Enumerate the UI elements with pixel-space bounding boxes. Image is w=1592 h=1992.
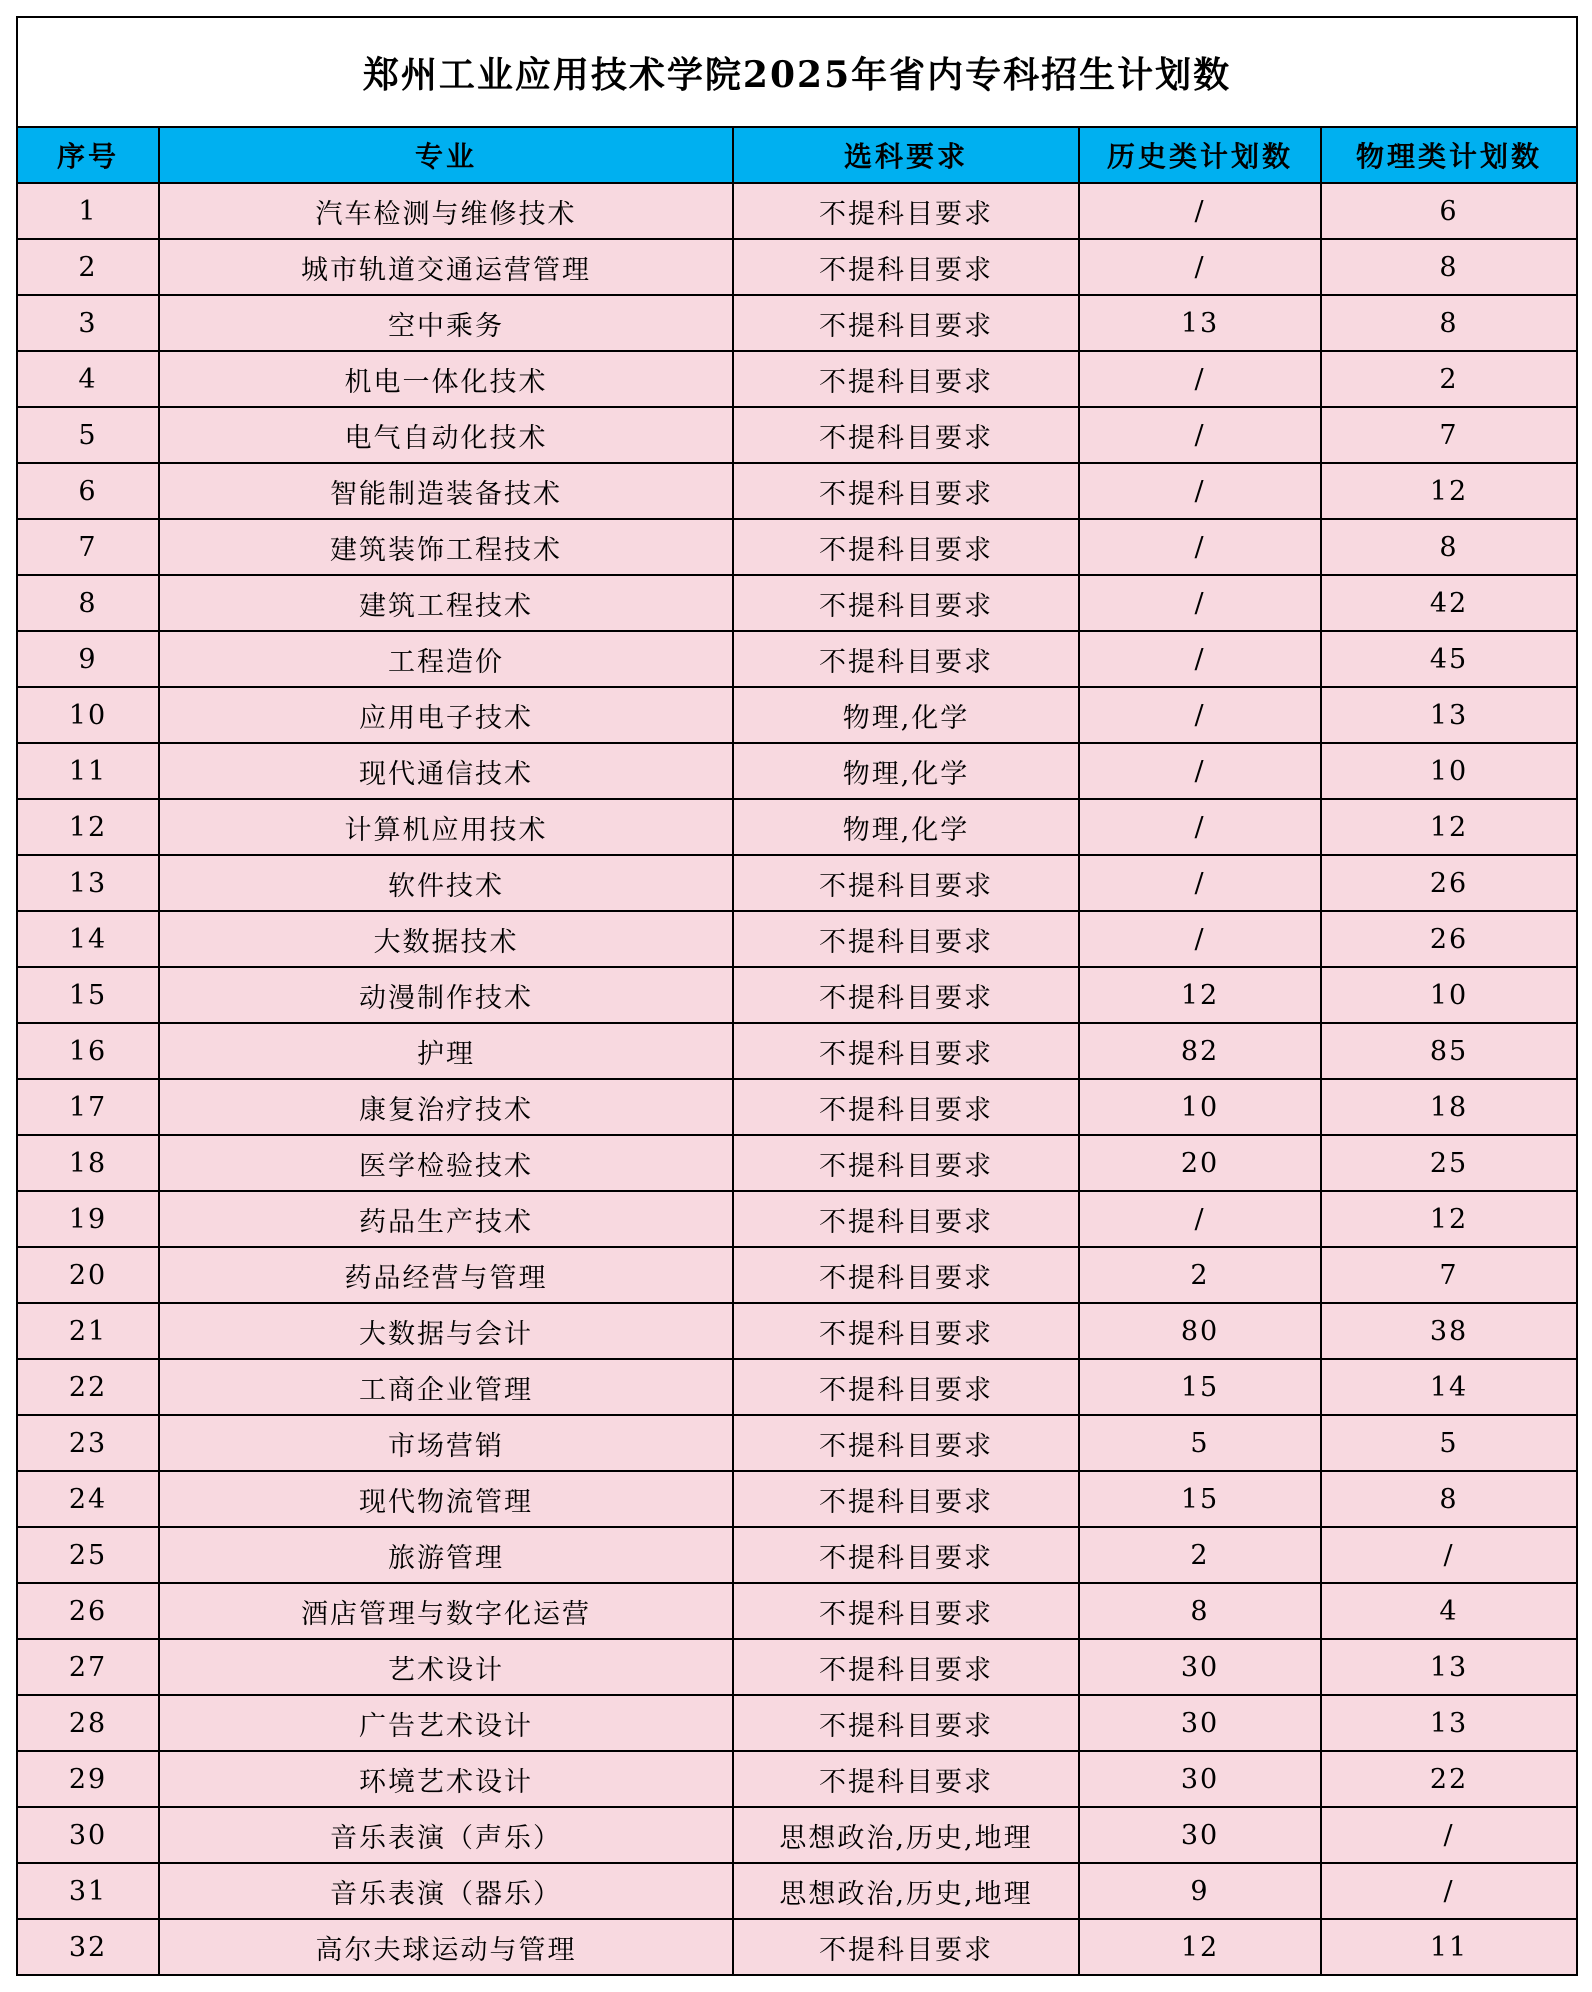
cell-history-plan: 5: [1079, 1415, 1321, 1471]
cell-physics-plan: 10: [1321, 743, 1577, 799]
cell-index: 9: [17, 631, 159, 687]
cell-subject-requirement: 不提科目要求: [733, 1191, 1079, 1247]
table-row: [17, 351, 1577, 407]
cell-subject-requirement: 不提科目要求: [733, 1135, 1079, 1191]
cell-major: 计算机应用技术: [159, 799, 733, 855]
cell-major: 市场营销: [159, 1415, 733, 1471]
table-row: [17, 1695, 1577, 1751]
cell-history-plan: /: [1079, 1191, 1321, 1247]
cell-physics-plan: 13: [1321, 1639, 1577, 1695]
enrollment-plan-table: [16, 16, 1578, 1976]
cell-history-plan: /: [1079, 799, 1321, 855]
title-row: [17, 17, 1577, 127]
cell-subject-requirement: 不提科目要求: [733, 1639, 1079, 1695]
cell-history-plan: 30: [1079, 1639, 1321, 1695]
table-row: [17, 1639, 1577, 1695]
cell-index: 13: [17, 855, 159, 911]
cell-index: 18: [17, 1135, 159, 1191]
cell-index: 16: [17, 1023, 159, 1079]
table-row: [17, 743, 1577, 799]
cell-subject-requirement: 不提科目要求: [733, 239, 1079, 295]
cell-subject-requirement: 不提科目要求: [733, 911, 1079, 967]
cell-index: 17: [17, 1079, 159, 1135]
cell-index: 28: [17, 1695, 159, 1751]
table-row: [17, 1527, 1577, 1583]
cell-history-plan: 80: [1079, 1303, 1321, 1359]
cell-history-plan: /: [1079, 183, 1321, 239]
cell-physics-plan: 18: [1321, 1079, 1577, 1135]
table-row: [17, 463, 1577, 519]
cell-subject-requirement: 物理,化学: [733, 687, 1079, 743]
cell-physics-plan: 12: [1321, 1191, 1577, 1247]
cell-subject-requirement: 思想政治,历史,地理: [733, 1807, 1079, 1863]
cell-history-plan: /: [1079, 911, 1321, 967]
cell-physics-plan: 11: [1321, 1919, 1577, 1975]
cell-major: 建筑装饰工程技术: [159, 519, 733, 575]
cell-index: 30: [17, 1807, 159, 1863]
cell-history-plan: 2: [1079, 1527, 1321, 1583]
cell-physics-plan: 8: [1321, 1471, 1577, 1527]
table-row: [17, 1471, 1577, 1527]
cell-index: 3: [17, 295, 159, 351]
cell-history-plan: /: [1079, 743, 1321, 799]
cell-index: 4: [17, 351, 159, 407]
cell-subject-requirement: 不提科目要求: [733, 1303, 1079, 1359]
cell-physics-plan: 12: [1321, 463, 1577, 519]
cell-major: 艺术设计: [159, 1639, 733, 1695]
table-row: [17, 1023, 1577, 1079]
cell-history-plan: 9: [1079, 1863, 1321, 1919]
cell-physics-plan: 45: [1321, 631, 1577, 687]
cell-major: 广告艺术设计: [159, 1695, 733, 1751]
table-row: [17, 1191, 1577, 1247]
cell-physics-plan: 13: [1321, 687, 1577, 743]
cell-subject-requirement: 不提科目要求: [733, 1247, 1079, 1303]
cell-physics-plan: 85: [1321, 1023, 1577, 1079]
cell-subject-requirement: 不提科目要求: [733, 351, 1079, 407]
header-physics-plan: 物理类计划数: [1321, 127, 1577, 183]
cell-physics-plan: 13: [1321, 1695, 1577, 1751]
cell-major: 汽车检测与维修技术: [159, 183, 733, 239]
table-row: [17, 1751, 1577, 1807]
cell-history-plan: 12: [1079, 1919, 1321, 1975]
cell-major: 建筑工程技术: [159, 575, 733, 631]
cell-physics-plan: /: [1321, 1527, 1577, 1583]
cell-index: 31: [17, 1863, 159, 1919]
cell-physics-plan: 26: [1321, 855, 1577, 911]
cell-subject-requirement: 不提科目要求: [733, 407, 1079, 463]
cell-index: 24: [17, 1471, 159, 1527]
cell-history-plan: /: [1079, 239, 1321, 295]
cell-physics-plan: 7: [1321, 1247, 1577, 1303]
table-row: [17, 1919, 1577, 1975]
cell-major: 应用电子技术: [159, 687, 733, 743]
cell-major: 电气自动化技术: [159, 407, 733, 463]
table-row: [17, 799, 1577, 855]
cell-index: 5: [17, 407, 159, 463]
table-row: [17, 1303, 1577, 1359]
cell-major: 空中乘务: [159, 295, 733, 351]
cell-index: 29: [17, 1751, 159, 1807]
header-index: 序号: [17, 127, 159, 183]
table-row: [17, 911, 1577, 967]
header-row: [17, 127, 1577, 183]
cell-major: 大数据技术: [159, 911, 733, 967]
table-row: [17, 295, 1577, 351]
cell-history-plan: 13: [1079, 295, 1321, 351]
cell-physics-plan: 5: [1321, 1415, 1577, 1471]
cell-subject-requirement: 不提科目要求: [733, 1583, 1079, 1639]
cell-subject-requirement: 不提科目要求: [733, 575, 1079, 631]
cell-subject-requirement: 不提科目要求: [733, 1919, 1079, 1975]
table-row: [17, 1359, 1577, 1415]
cell-history-plan: /: [1079, 575, 1321, 631]
table-row: [17, 1247, 1577, 1303]
cell-index: 27: [17, 1639, 159, 1695]
cell-index: 2: [17, 239, 159, 295]
cell-physics-plan: 26: [1321, 911, 1577, 967]
cell-subject-requirement: 不提科目要求: [733, 1527, 1079, 1583]
cell-subject-requirement: 不提科目要求: [733, 519, 1079, 575]
cell-subject-requirement: 物理,化学: [733, 799, 1079, 855]
cell-physics-plan: 10: [1321, 967, 1577, 1023]
table-row: [17, 967, 1577, 1023]
cell-subject-requirement: 物理,化学: [733, 743, 1079, 799]
header-subject-requirement: 选科要求: [733, 127, 1079, 183]
cell-subject-requirement: 不提科目要求: [733, 1471, 1079, 1527]
cell-history-plan: /: [1079, 519, 1321, 575]
cell-history-plan: /: [1079, 687, 1321, 743]
cell-physics-plan: 25: [1321, 1135, 1577, 1191]
cell-index: 26: [17, 1583, 159, 1639]
cell-major: 音乐表演（声乐）: [159, 1807, 733, 1863]
cell-major: 旅游管理: [159, 1527, 733, 1583]
cell-major: 城市轨道交通运营管理: [159, 239, 733, 295]
cell-major: 药品生产技术: [159, 1191, 733, 1247]
cell-history-plan: 12: [1079, 967, 1321, 1023]
cell-major: 医学检验技术: [159, 1135, 733, 1191]
cell-history-plan: 30: [1079, 1807, 1321, 1863]
cell-major: 高尔夫球运动与管理: [159, 1919, 733, 1975]
cell-history-plan: /: [1079, 855, 1321, 911]
cell-index: 1: [17, 183, 159, 239]
header-major: 专业: [159, 127, 733, 183]
cell-physics-plan: 38: [1321, 1303, 1577, 1359]
table-row: [17, 1807, 1577, 1863]
cell-history-plan: /: [1079, 631, 1321, 687]
table-title: 郑州工业应用技术学院2025年省内专科招生计划数: [17, 17, 1577, 127]
cell-history-plan: 30: [1079, 1751, 1321, 1807]
cell-index: 19: [17, 1191, 159, 1247]
cell-history-plan: 15: [1079, 1471, 1321, 1527]
cell-major: 动漫制作技术: [159, 967, 733, 1023]
cell-index: 23: [17, 1415, 159, 1471]
cell-major: 现代通信技术: [159, 743, 733, 799]
cell-physics-plan: 14: [1321, 1359, 1577, 1415]
cell-index: 14: [17, 911, 159, 967]
table-row: [17, 687, 1577, 743]
cell-subject-requirement: 不提科目要求: [733, 967, 1079, 1023]
cell-subject-requirement: 不提科目要求: [733, 183, 1079, 239]
cell-index: 25: [17, 1527, 159, 1583]
table-row: [17, 1079, 1577, 1135]
cell-index: 7: [17, 519, 159, 575]
cell-history-plan: 8: [1079, 1583, 1321, 1639]
cell-subject-requirement: 不提科目要求: [733, 1751, 1079, 1807]
cell-major: 护理: [159, 1023, 733, 1079]
cell-subject-requirement: 不提科目要求: [733, 1359, 1079, 1415]
cell-subject-requirement: 不提科目要求: [733, 463, 1079, 519]
cell-history-plan: 30: [1079, 1695, 1321, 1751]
cell-history-plan: 15: [1079, 1359, 1321, 1415]
cell-index: 6: [17, 463, 159, 519]
header-history-plan: 历史类计划数: [1079, 127, 1321, 183]
cell-major: 音乐表演（器乐）: [159, 1863, 733, 1919]
cell-history-plan: 20: [1079, 1135, 1321, 1191]
cell-subject-requirement: 不提科目要求: [733, 1695, 1079, 1751]
table-row: [17, 239, 1577, 295]
cell-major: 软件技术: [159, 855, 733, 911]
cell-subject-requirement: 不提科目要求: [733, 1079, 1079, 1135]
cell-history-plan: /: [1079, 351, 1321, 407]
table-row: [17, 631, 1577, 687]
cell-index: 12: [17, 799, 159, 855]
cell-subject-requirement: 不提科目要求: [733, 1023, 1079, 1079]
cell-history-plan: /: [1079, 463, 1321, 519]
table-row: [17, 1415, 1577, 1471]
cell-subject-requirement: 不提科目要求: [733, 631, 1079, 687]
cell-physics-plan: /: [1321, 1863, 1577, 1919]
table-row: [17, 855, 1577, 911]
cell-major: 酒店管理与数字化运营: [159, 1583, 733, 1639]
cell-index: 32: [17, 1919, 159, 1975]
cell-history-plan: /: [1079, 407, 1321, 463]
cell-physics-plan: 8: [1321, 519, 1577, 575]
cell-subject-requirement: 思想政治,历史,地理: [733, 1863, 1079, 1919]
cell-major: 智能制造装备技术: [159, 463, 733, 519]
cell-index: 8: [17, 575, 159, 631]
cell-physics-plan: /: [1321, 1807, 1577, 1863]
cell-index: 20: [17, 1247, 159, 1303]
cell-physics-plan: 22: [1321, 1751, 1577, 1807]
cell-major: 现代物流管理: [159, 1471, 733, 1527]
cell-subject-requirement: 不提科目要求: [733, 295, 1079, 351]
cell-major: 机电一体化技术: [159, 351, 733, 407]
cell-physics-plan: 2: [1321, 351, 1577, 407]
cell-index: 10: [17, 687, 159, 743]
table-row: [17, 1135, 1577, 1191]
cell-physics-plan: 6: [1321, 183, 1577, 239]
cell-major: 环境艺术设计: [159, 1751, 733, 1807]
cell-subject-requirement: 不提科目要求: [733, 855, 1079, 911]
table-row: [17, 519, 1577, 575]
cell-major: 工程造价: [159, 631, 733, 687]
cell-physics-plan: 42: [1321, 575, 1577, 631]
table-row: [17, 1863, 1577, 1919]
cell-index: 15: [17, 967, 159, 1023]
table-row: [17, 575, 1577, 631]
cell-major: 康复治疗技术: [159, 1079, 733, 1135]
cell-major: 药品经营与管理: [159, 1247, 733, 1303]
cell-index: 21: [17, 1303, 159, 1359]
cell-physics-plan: 8: [1321, 239, 1577, 295]
table-row: [17, 183, 1577, 239]
table-row: [17, 1583, 1577, 1639]
cell-major: 工商企业管理: [159, 1359, 733, 1415]
cell-physics-plan: 12: [1321, 799, 1577, 855]
cell-index: 11: [17, 743, 159, 799]
cell-history-plan: 2: [1079, 1247, 1321, 1303]
cell-history-plan: 82: [1079, 1023, 1321, 1079]
cell-physics-plan: 8: [1321, 295, 1577, 351]
cell-major: 大数据与会计: [159, 1303, 733, 1359]
table-row: [17, 407, 1577, 463]
cell-subject-requirement: 不提科目要求: [733, 1415, 1079, 1471]
cell-index: 22: [17, 1359, 159, 1415]
cell-physics-plan: 4: [1321, 1583, 1577, 1639]
cell-history-plan: 10: [1079, 1079, 1321, 1135]
cell-physics-plan: 7: [1321, 407, 1577, 463]
